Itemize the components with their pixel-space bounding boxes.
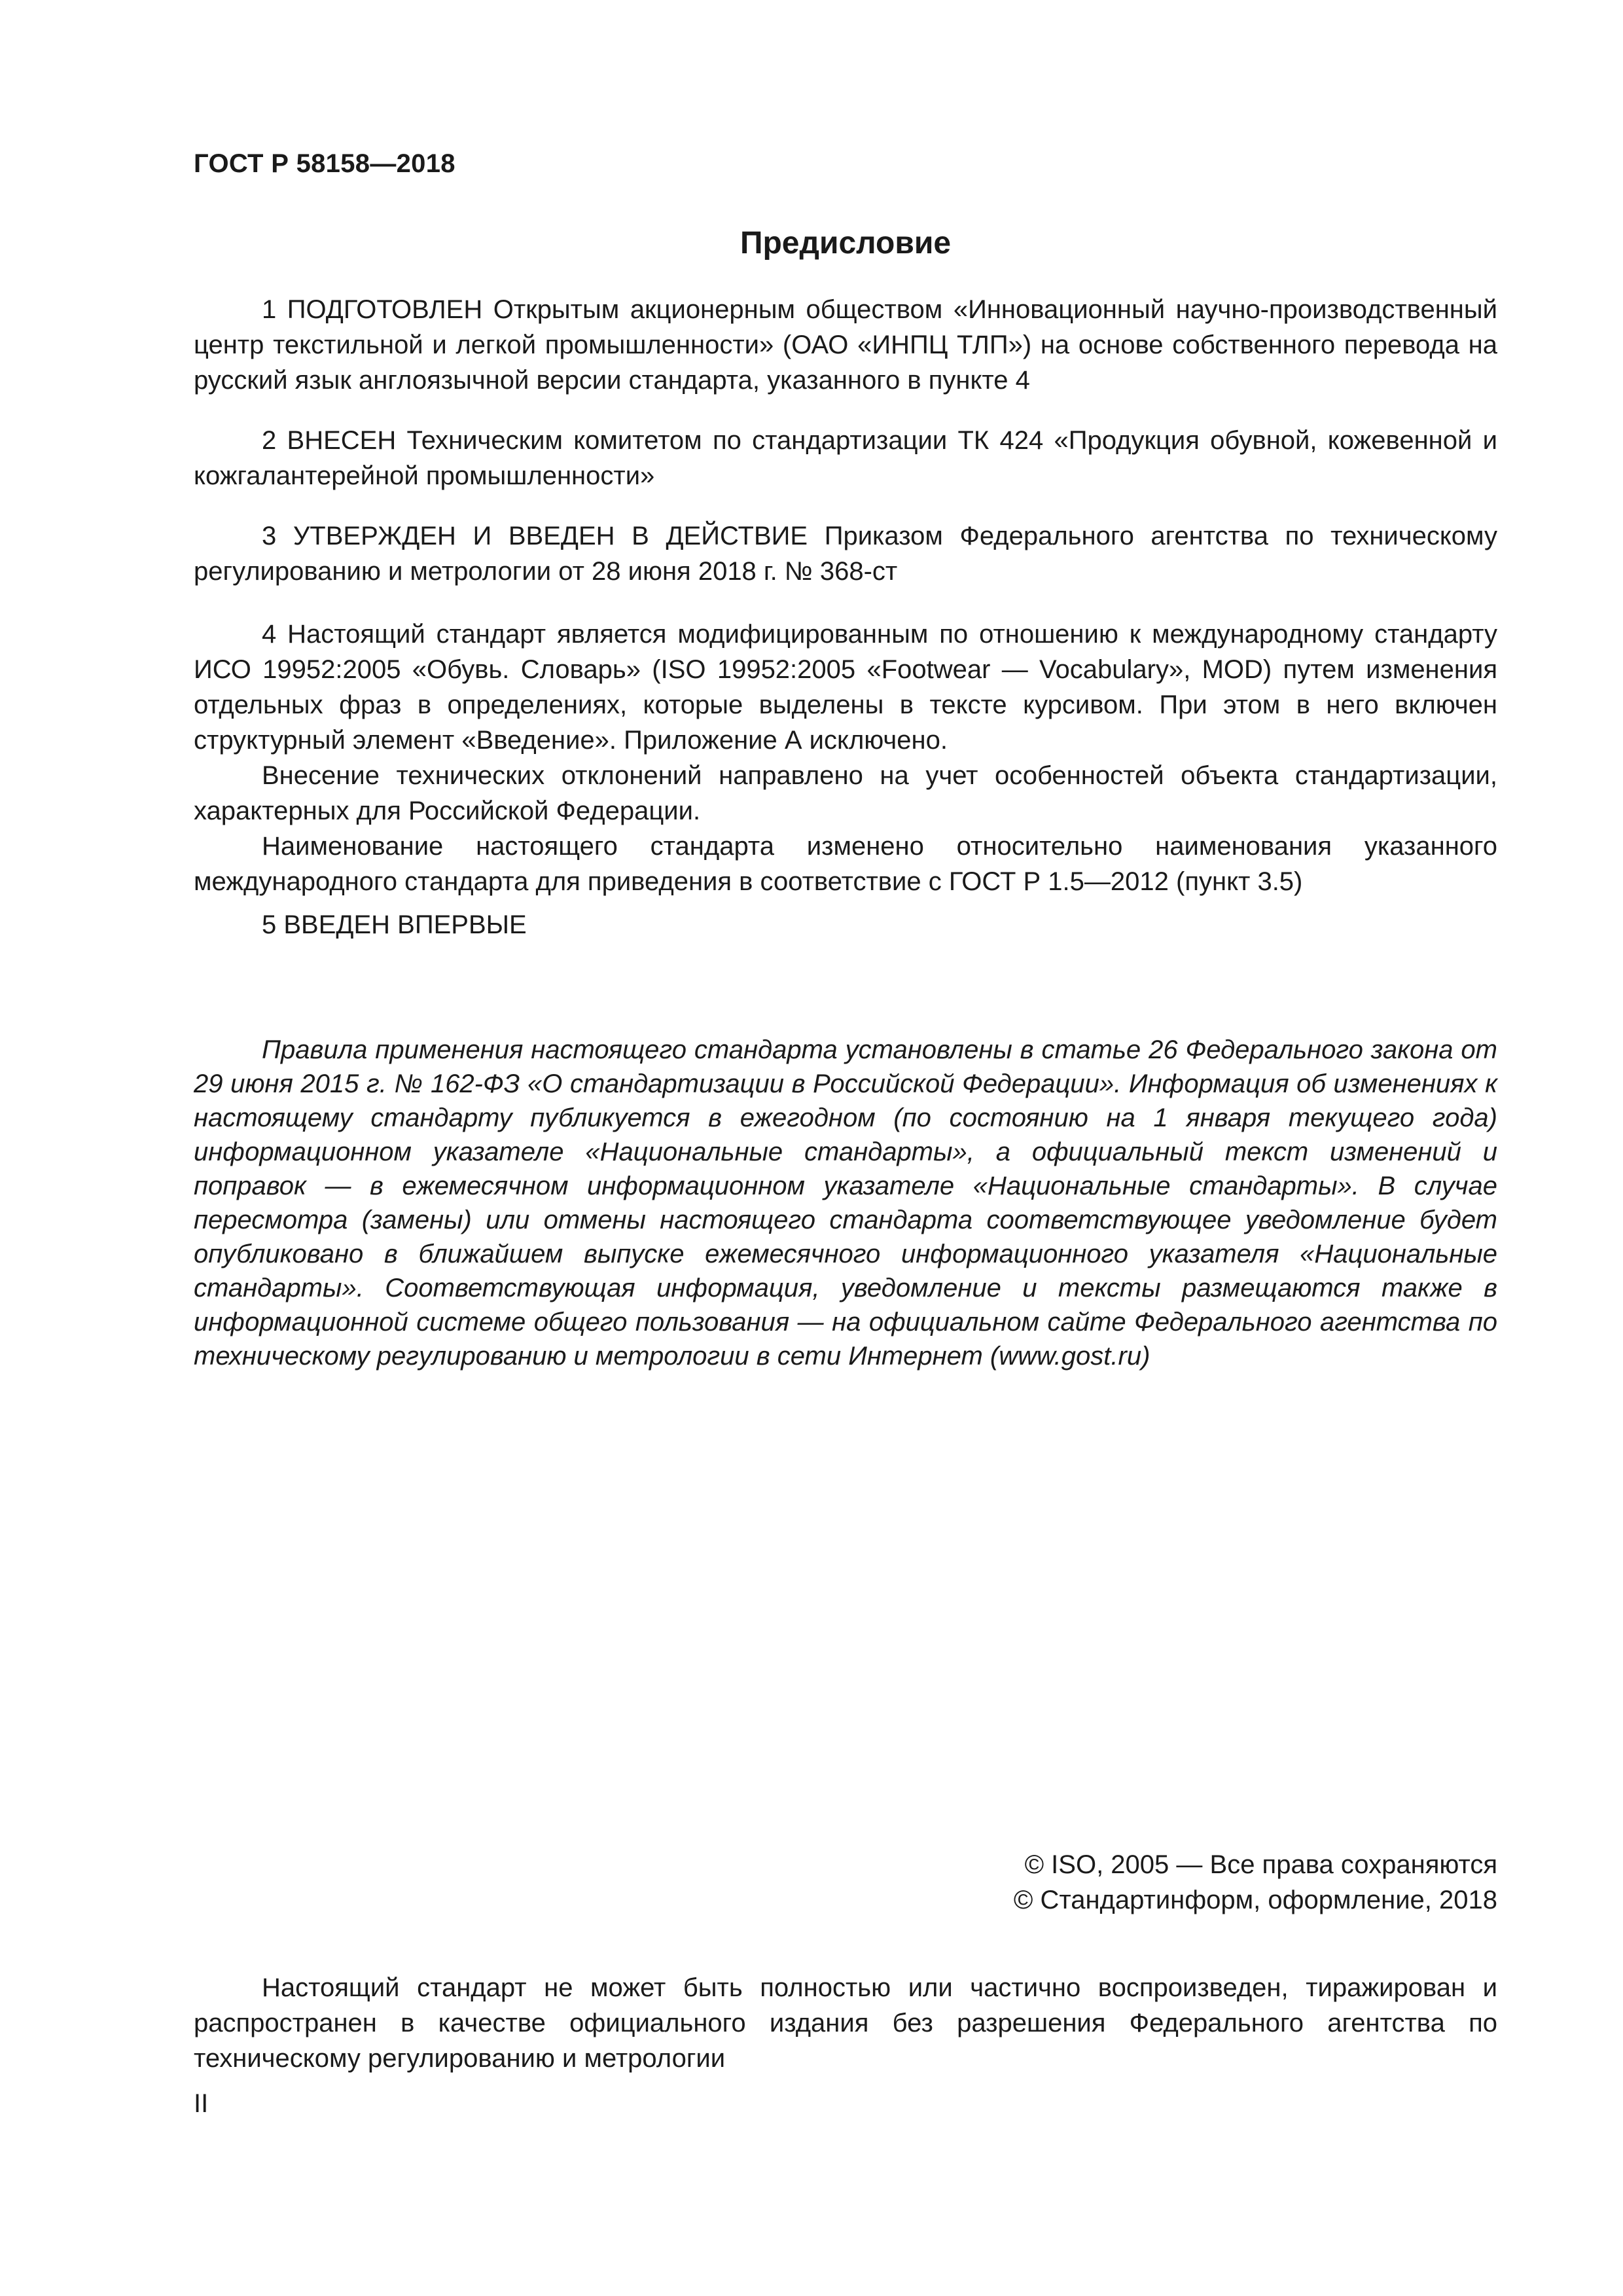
- foreword-item-4-paragraph-3: Наименование настоящего стандарта изменено относительно наименования указанного международного стандарта для приведения в соответствие с ГОСТ Р 1.5—2012 (пункт 3.5): [194, 832, 1497, 896]
- foreword-item-3: [194, 518, 1497, 589]
- copyright-block: [1014, 1847, 1497, 1918]
- page-title: Предисловие: [740, 226, 952, 260]
- foreword-item-1: [194, 292, 1497, 398]
- foreword-item-4: [194, 617, 1497, 899]
- rules-of-application-note: Правила применения настоящего стандарта установлены в статье 26 Федерального закона от 29 июня 2015 г. № 162-ФЗ «О стандартизации в Российской Федерации». Информация об изменениях к настоящему стандарту публикуется в ежегодном (по состоянию на 1 января текущего года) информационном указателе «Национальные стандарты», а официальный текст изменений и поправок — в ежемесячном информационном указателе «Национальные стандарты». В случае пересмотра (замены) или отмены настоящего стандарта соответствующее уведомление будет опубликовано в ближайшем выпуске ежемесячного информационного указателя «Национальные стандарты». Соответствующая информация, уведомление и тексты размещаются также в информационной системе общего пользования — на официальном сайте Федерального агентства по техническому регулированию и метрологии в сети Интернет (www.gost.ru): [194, 1035, 1497, 1371]
- copyright-standartinform: © Стандартинформ, оформление, 2018: [1013, 1886, 1497, 1914]
- foreword-item-3-text: 3 УТВЕРЖДЕН И ВВЕДЕН В ДЕЙСТВИЕ Приказом Федерального агентства по техническому регулированию и метрологии от 28 июня 2018 г. № 368-ст: [194, 522, 1497, 586]
- document-code: ГОСТ Р 58158—2018: [194, 149, 455, 178]
- page-number: II: [194, 2089, 209, 2118]
- foreword-item-5: [194, 907, 1497, 942]
- copyright-iso: © ISO, 2005 — Все права сохраняются: [1024, 1850, 1497, 1879]
- foreword-item-2-text: 2 ВНЕСЕН Техническим комитетом по стандартизации ТК 424 «Продукция обувной, кожевенной и кожгалантерейной промышленности»: [194, 426, 1497, 490]
- foreword-item-1-text: 1 ПОДГОТОВЛЕН Открытым акционерным обществом «Инновационный научно-производственный центр текстильной и легкой промышленности» (ОАО «ИНПЦ ТЛП») на основе собственного перевода на русский язык англоязычной версии стандарта, указанного в пункте 4: [194, 295, 1497, 395]
- foreword-item-4-paragraph-2: Внесение технических отклонений направлено на учет особенностей объекта стандартизации, характерных для Российской Федерации.: [194, 761, 1497, 825]
- foreword-item-4-paragraph-1: 4 Настоящий стандарт является модифицированным по отношению к международному стандарту ИСО 19952:2005 «Обувь. Словарь» (ISO 19952:2005 «Footwear — Vocabulary», MOD) путем изменения отдельных фраз в определениях, которые выделены в тексте курсивом. При этом в него включен структурный элемент «Введение». Приложение А исключено.: [194, 620, 1497, 755]
- foreword-item-5-text: 5 ВВЕДЕН ВПЕРВЫЕ: [262, 910, 527, 939]
- reproduction-notice: Настоящий стандарт не может быть полностью или частично воспроизведен, тиражирован и распространен в качестве официального издания без разрешения Федерального агентства по техническому регулированию и метрологии: [194, 1973, 1497, 2073]
- foreword-item-2: [194, 423, 1497, 493]
